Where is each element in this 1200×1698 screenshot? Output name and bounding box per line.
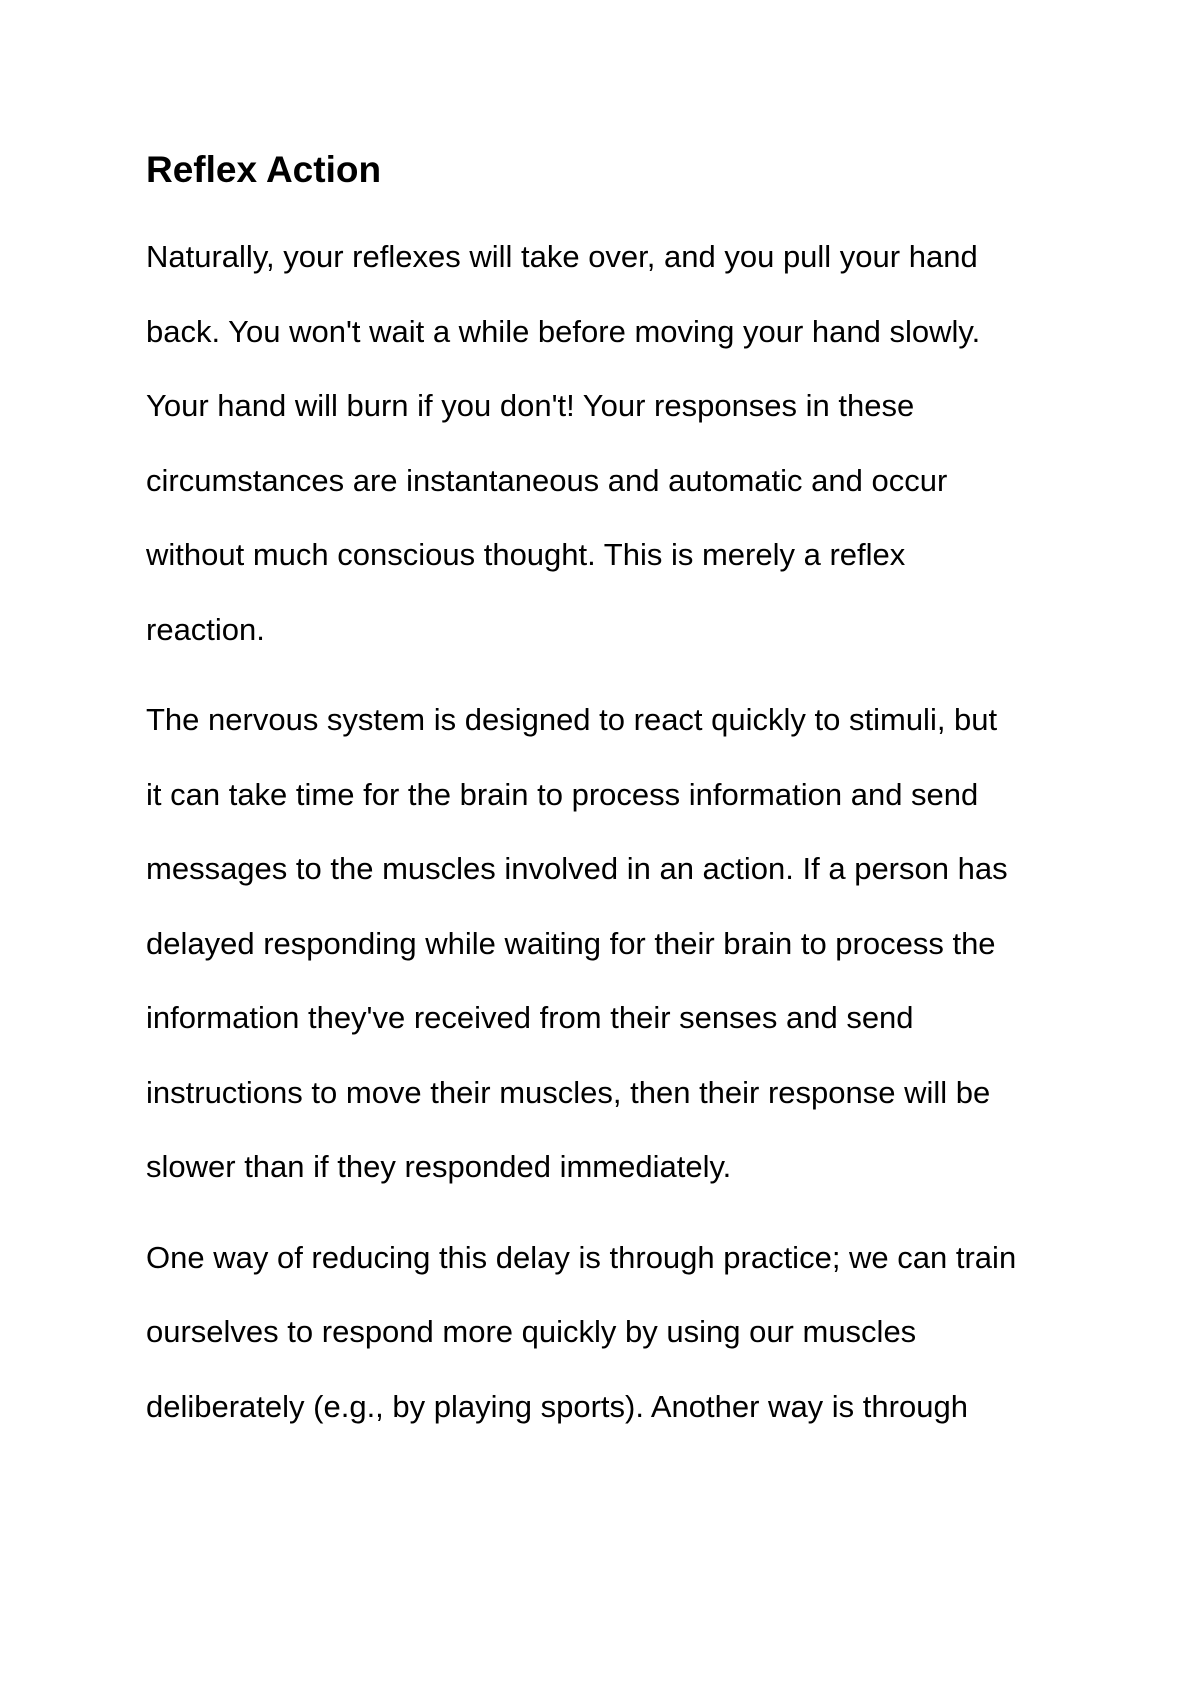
paragraph-line: back. You won't wait a while before moving your hand slowly. [146, 313, 981, 349]
paragraph-line: instructions to move their muscles, then their response will be [146, 1074, 991, 1110]
paragraph-line: The nervous system is designed to react quickly to stimuli, but [146, 702, 998, 737]
document-title: Reflex Action [146, 149, 382, 190]
paragraph-2 [146, 683, 1066, 1205]
paragraph-line: messages to the muscles involved in an action. If a person has [146, 851, 1008, 886]
paragraph-line: Naturally, your reflexes will take over, and you pull your hand [146, 239, 978, 274]
paragraph-line: ourselves to respond more quickly by using our muscles [146, 1314, 917, 1349]
document-content [146, 140, 1066, 1460]
paragraph-line: information they've received from their senses and send [146, 1000, 914, 1035]
paragraph-line: without much conscious thought. This is merely a reflex [146, 537, 906, 572]
paragraph-3 [146, 1221, 1066, 1445]
paragraph-line: slower than if they responded immediately. [146, 1149, 732, 1184]
paragraph-line: reaction. [146, 611, 265, 647]
paragraph-line: One way of reducing this delay is through practice; we can train [146, 1239, 1017, 1275]
paragraph-1 [146, 220, 1066, 667]
paragraph-line: it can take time for the brain to process information and send [146, 776, 979, 812]
paragraph-line: deliberately (e.g., by playing sports). Another way is through [146, 1388, 968, 1424]
paragraph-line: delayed responding while waiting for their brain to process the [146, 925, 996, 961]
paragraph-line: Your hand will burn if you don't! Your responses in these [146, 388, 915, 423]
paragraph-line: circumstances are instantaneous and automatic and occur [146, 462, 948, 498]
